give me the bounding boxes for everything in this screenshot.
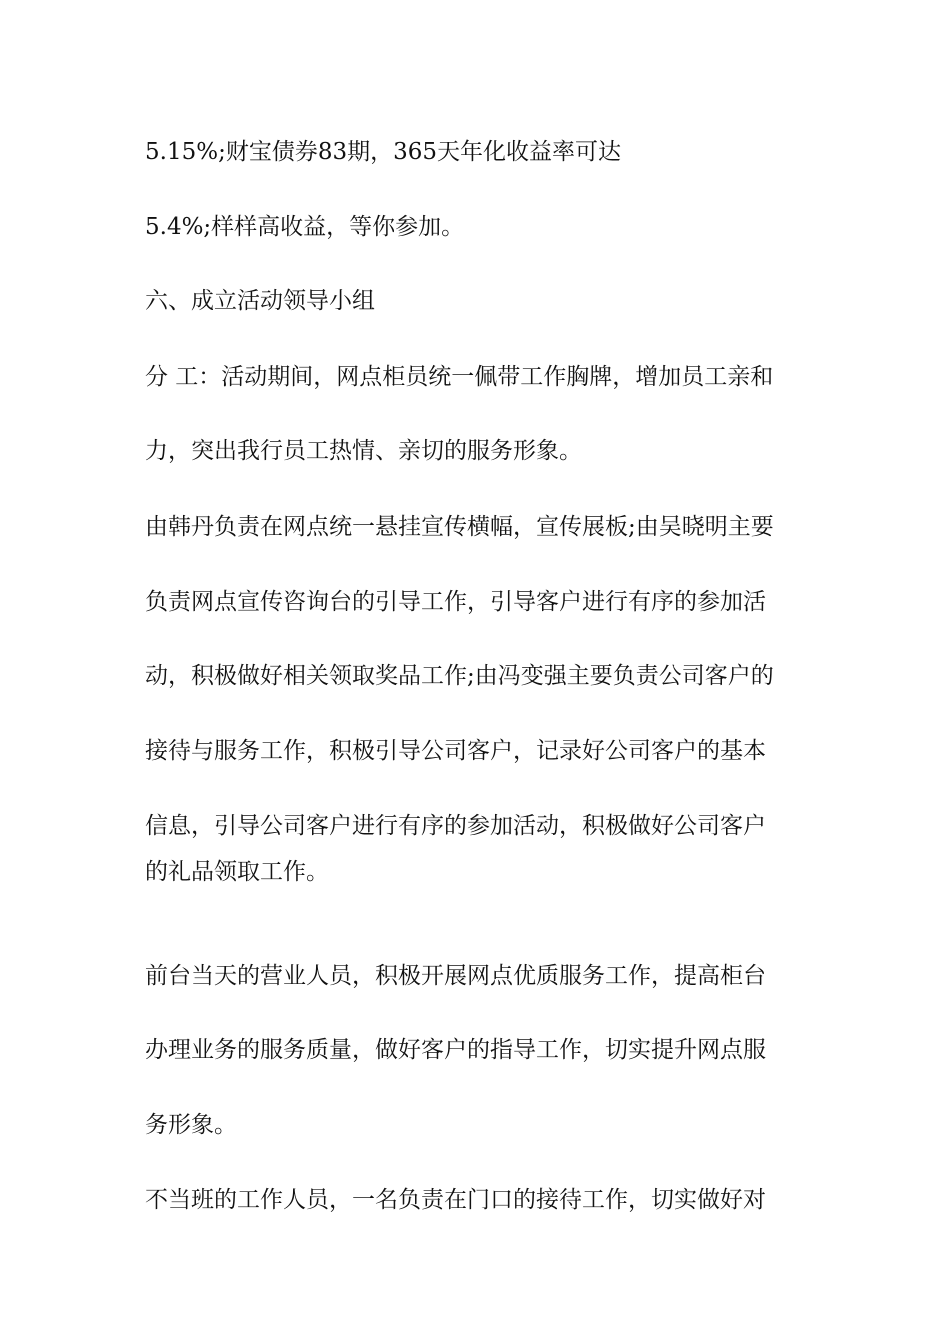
text-line: 分 工：活动期间，网点柜员统一佩带工作胸牌，增加员工亲和 (145, 364, 774, 390)
text-line: 的礼品领取工作。 (145, 859, 329, 885)
text-line: 动，积极做好相关领取奖品工作;由冯变强主要负责公司客户的 (145, 663, 774, 689)
text-line: 务形象。 (145, 1112, 237, 1138)
text-line: 5.15%;财宝债券83期，365天年化收益率可达 (145, 139, 621, 165)
section-heading: 六、成立活动领导小组 (145, 288, 375, 314)
text-line: 由韩丹负责在网点统一悬挂宣传横幅，宣传展板;由吴晓明主要 (145, 514, 774, 540)
text-line: 前台当天的营业人员，积极开展网点优质服务工作，提高柜台 (145, 963, 766, 989)
text-line: 信息，引导公司客户进行有序的参加活动，积极做好公司客户 (145, 813, 766, 839)
text-line: 接待与服务工作，积极引导公司客户，记录好公司客户的基本 (145, 738, 766, 764)
text-line: 负责网点宣传咨询台的引导工作，引导客户进行有序的参加活 (145, 589, 766, 615)
text-line: 5.4%;样样高收益，等你参加。 (145, 214, 465, 240)
text-line: 办理业务的服务质量，做好客户的指导工作，切实提升网点服 (145, 1037, 766, 1063)
text-line: 力，突出我行员工热情、亲切的服务形象。 (145, 438, 582, 464)
text-line: 不当班的工作人员，一名负责在门口的接待工作，切实做好对 (145, 1187, 766, 1213)
